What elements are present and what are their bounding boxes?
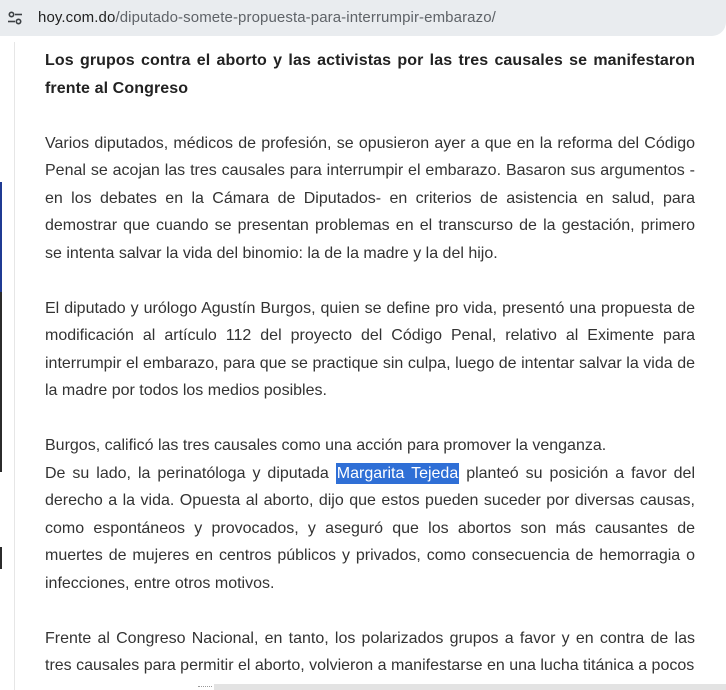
selected-text-highlight[interactable]: Margarita Tejeda xyxy=(336,464,459,482)
article-paragraph: Frente al Congreso Nacional, en tanto, los polarizados grupos a favor y en contra de las tres causales para permitir el aborto, volvieron a manifestarse en una lucha titánica a pocos xyxy=(45,629,695,674)
edge-segment xyxy=(0,292,2,472)
url-host: hoy.com.do xyxy=(38,9,116,26)
horizontal-scrollbar[interactable] xyxy=(214,684,726,690)
article-paragraph: El diputado y urólogo Agustín Burgos, quien se define pro vida, presentó una propuesta de modificación al artículo 112 del proyecto del Código Penal, relativo al Eximente para interrumpir el embarazo, para que se practique sin culpa, luego de intentar salvar la vida de la madre por todos los medios posibles. xyxy=(45,299,695,399)
article-lead: Los grupos contra el aborto y las activistas por las tres causales se manifestaron frente al Congreso xyxy=(45,52,695,97)
edge-segment xyxy=(0,547,2,569)
article-paragraph xyxy=(45,460,695,598)
url-path: /diputado-somete-propuesta-para-interrumpir-embarazo/ xyxy=(115,9,496,26)
article-body xyxy=(45,47,695,680)
address-bar[interactable] xyxy=(0,0,726,42)
paragraph-text: De su lado, la perinatóloga y diputada xyxy=(45,464,336,482)
scrollbar-grip xyxy=(198,686,212,689)
edge-segment xyxy=(0,182,2,292)
article-paragraph: Burgos, calificó las tres causales como una acción para promover la venganza. xyxy=(45,437,607,454)
url-text[interactable] xyxy=(38,9,496,27)
content-divider xyxy=(14,42,15,690)
paragraph-text: planteó su posición a favor del derecho a la vida. Opuesta al aborto, dijo que estos pueden suceder por diversas causas, como espontáneos y provocados, y aseguró que los abortos son más causantes de muertes de mujeres en centros públicos y privados, como consecuencia de hemorragia o infecciones, entre otros motivos. xyxy=(45,464,695,592)
left-edge-strip xyxy=(0,42,2,690)
tune-icon[interactable] xyxy=(7,10,23,26)
article-paragraph: Varios diputados, médicos de profesión, se opusieron ayer a que en la reforma del Código Penal se acojan las tres causales para interrumpir el embarazo. Basaron sus argumentos -en los debates en la Cámara de Diputados- en criterios de asistencia en salud, para demostrar que cuando se presentan problemas en el transcurso de la gestación, primero se intenta salvar la vida del binomio: la de la madre y la del hijo. xyxy=(45,134,695,262)
